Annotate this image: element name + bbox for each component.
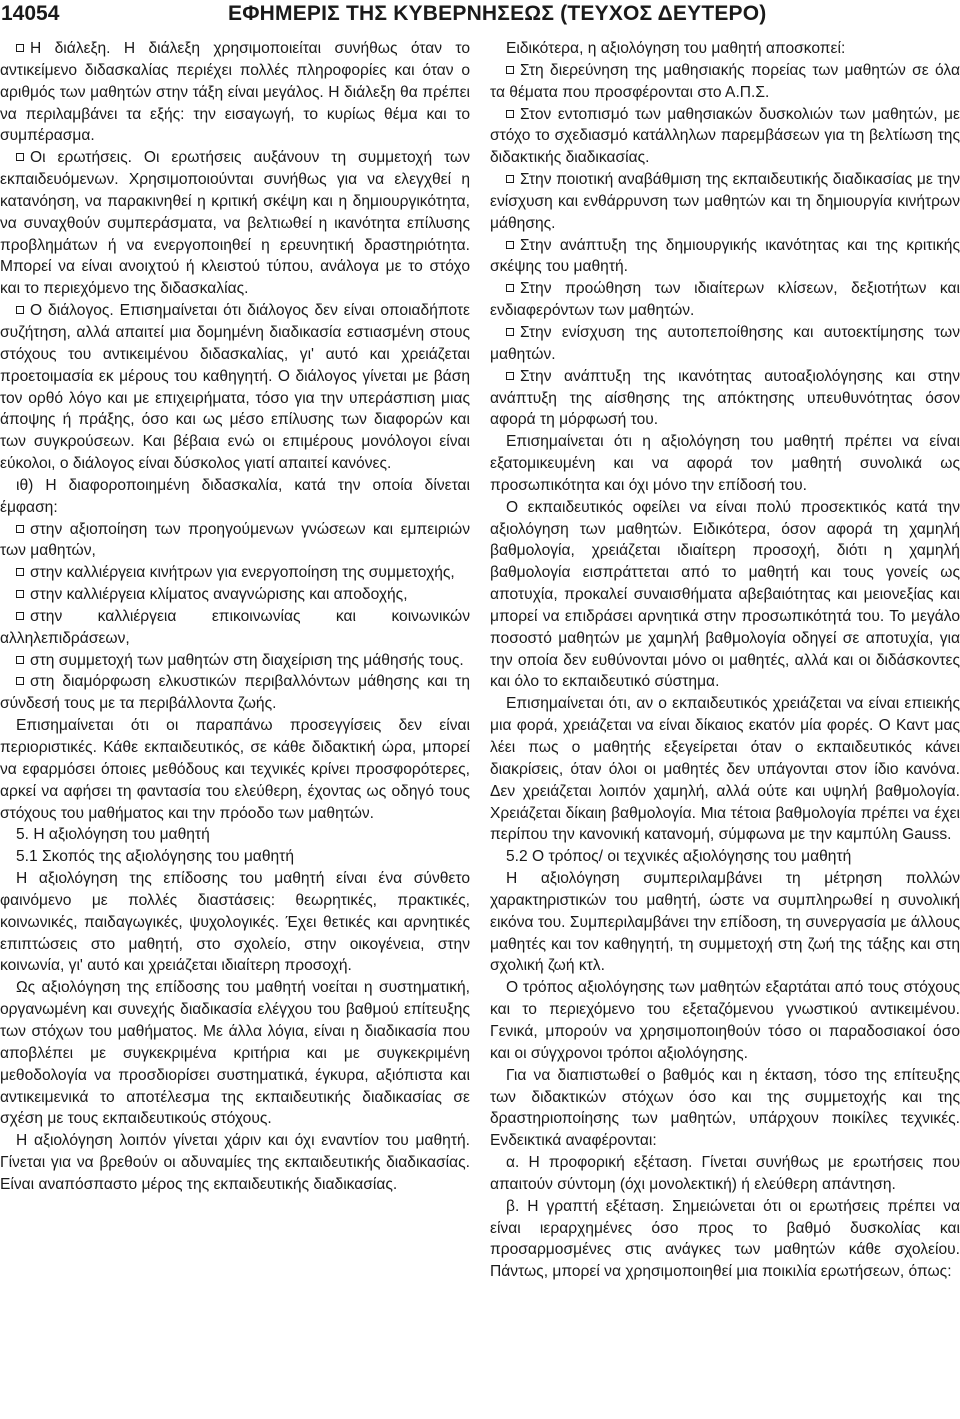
checkbox-bullet-icon — [16, 656, 24, 664]
checkbox-bullet-icon — [506, 175, 514, 183]
subsection-heading: 5.2 Ο τρόπος/ οι τεχνικές αξιολόγησης του μαθητή — [506, 848, 852, 866]
list-item — [490, 322, 960, 366]
list-item-text: στην καλλιέργεια επικοινωνίας και κοινωνικών αλληλεπιδράσεων, — [0, 607, 470, 647]
checkbox-bullet-icon — [506, 284, 514, 292]
list-item — [490, 235, 960, 279]
list-item-text: στη συμμετοχή των μαθητών στη διαχείριση της μάθησής τους. — [30, 651, 464, 669]
checkbox-bullet-icon — [16, 677, 24, 685]
bullet-paragraph — [0, 300, 470, 475]
paragraph: Ως αξιολόγηση της επίδοσης του μαθητή νοείται η συστηματική, οργανωμένη και συνεχής διαδικασία ελέγχου του βαθμού επίτευξης των στόχων του μαθήματος. Με άλλα λόγια, είναι η διαδικασία που αποβλέπει με συγκεκριμένα κριτήρια και με συγκεκριμένη μεθοδολογία να προσδιορίσει συστηματικά, έγκυρα, αξιόπιστα και αντικειμενικά το αποτέλεσμα της εκπαιδευτικής διαδικασίας σε σχέση με τους εκπαιδευτικούς στόχους. — [0, 979, 470, 1128]
list-item-text: Στην ποιοτική αναβάθμιση της εκπαιδευτικής διαδικασίας με την ενίσχυση και ενθάρρυνση των μαθητών και τη δημιουργία κινήτρων μάθησης. — [490, 171, 960, 232]
paragraph: Η αξιολόγηση συμπεριλαμβάνει τη μέτρηση πολλών χαρακτηριστικών του μαθητή, ώστε να συμπληρωθεί η συνολική εικόνα του. Συμπεριλαμβάνει την επίδοση, τη συνεργασία με άλλους μαθητές και τον καθηγητή, τη συμμετοχή στη ζωή της τάξης και στη σχολική ζωή κτλ. — [490, 870, 960, 975]
list-item-text: Στην ανάπτυξη της δημιουργικής ικανότητας και της κριτικής σκέψης του μαθητή. — [490, 236, 960, 276]
list-item — [0, 519, 470, 563]
checkbox-bullet-icon — [506, 241, 514, 249]
right-column — [490, 38, 960, 1283]
list-item — [490, 278, 960, 322]
paragraph: Ειδικότερα, η αξιολόγηση του μαθητή αποσκοπεί: — [506, 40, 846, 57]
checkbox-bullet-icon — [506, 110, 514, 118]
list-item-text: στην καλλιέργεια κινήτρων για ενεργοποίηση της συμμετοχής, — [30, 564, 455, 582]
list-item-text: Στον εντοπισμό των μαθησιακών δυσκολιών των μαθητών, με στόχο το σχεδιασμό κατάλληλων παρεμβάσεων για τη βελτίωση της διδακτικής διαδικασίας. — [490, 105, 960, 167]
section-heading: 5. Η αξιολόγηση του μαθητή — [16, 826, 210, 844]
list-item — [0, 671, 470, 715]
paragraph: Επισημαίνεται ότι η αξιολόγηση του μαθητή πρέπει να είναι εξατομικευμένη και να αφορά τον μαθητή συνολικά ως προσωπικότητα και όχι μόνο την επίδοσή του. — [490, 433, 960, 494]
list-item — [0, 650, 470, 672]
list-item — [0, 584, 470, 606]
list-item-text: στην καλλιέργεια κλίματος αναγνώρισης και αποδοχής, — [30, 586, 408, 604]
checkbox-bullet-icon — [16, 590, 24, 598]
paragraph: ιθ) Η διαφοροποιημένη διδασκαλία, κατά την οποία δίνεται έμφαση: — [0, 476, 470, 516]
paragraph: Επισημαίνεται ότι, αν ο εκπαιδευτικός χρειάζεται να είναι επιεικής μια φορά, χρειάζεται να είναι δίκαιος εκατόν μία φορές. Ο Καντ μας λέει πως ο μαθητής εξεγείρεται όταν ο εκπαιδευτικός κάνει διακρίσεις, όταν όλοι οι μαθητές δεν υπάγονται στον ίδιο κανόνα. Δεν χρειάζεται λοιπόν χαμηλή, αλλά ούτε και υψηλή βαθμολογία. Χρειάζεται δίκαιη βαθμολογία. Μια τέτοια βαθμολογία πρέπει να έχει περίπου την κανονική κατανομή, σύμφωνα με την καμπύλη Gauss. — [490, 695, 960, 844]
checkbox-bullet-icon — [506, 328, 514, 336]
paragraph: Ο τρόπος αξιολόγησης των μαθητών εξαρτάται από τους στόχους και το περιεχόμενο του εξεταζόμενου γνωστικού αντικειμένου. Γενικά, μπορούν να χρησιμοποιηθούν τόσο οι παραδοσιακοί όσο και οι σύγχρονοι τρόποι αξιολόγησης. — [490, 979, 960, 1062]
checkbox-bullet-icon — [506, 372, 514, 380]
list-item-text: Στη διερεύνηση της μαθησιακής πορείας των μαθητών σε όλα τα θέματα που προσφέρονται στο Α.Π.Σ. — [490, 61, 960, 101]
list-item — [0, 606, 470, 650]
paragraph-text: Η διάλεξη. Η διάλεξη χρησιμοποιείται συνήθως όταν το αντικείμενο διδασκαλίας περιέχει πολλές πληροφορίες και όταν ο αριθμός των μαθητών στην τάξη είναι μεγάλος. Η διάλεξη θα πρέπει να περιλαμβάνει τα εξής: την εισαγωγή, το κυρίως θέμα και το συμπέρασμα. — [0, 40, 470, 145]
list-item — [490, 366, 960, 432]
paragraph-text: Ο διάλογος. Επισημαίνεται ότι διάλογος δεν είναι οποιαδήποτε συζήτηση, αλλά απαιτεί μια δομημένη διαδικασία εστιασμένη στους στόχους του αντικειμένου διδασκαλίας, γι' αυτό και χρειάζεται προετοιμασία εκ μέρους του καθηγητή. Ο διάλογος γίνεται με βάση τον ορθό λόγο και με επιχειρήματα, τόσο για την υπεράσπιση μιας άποψης ή πράξης, όσο και ως μέσο επίλυσης των διαφορών και των συγκρούσεων. Και βέβαια ενώ οι επιμέρους μονόλογοι είναι εύκολοι, ο διάλογος είναι δύσκολος γιατί απαιτεί κανόνες. — [0, 302, 470, 473]
list-item-text: Στην προώθηση των ιδιαίτερων κλίσεων, δεξιοτήτων και ενδιαφερόντων των μαθητών. — [490, 280, 960, 320]
paragraph: α. Η προφορική εξέταση. Γίνεται συνήθως με ερωτήσεις που απαιτούν σύντομη (όχι μονολεκτική) ή ελεύθερη απάντηση. — [490, 1154, 960, 1193]
paragraph-text: Οι ερωτήσεις. Οι ερωτήσεις αυξάνουν τη συμμετοχή των εκπαιδευόμενων. Χρησιμοποιούνται συνήθως για να ελεγχθεί η κατανόηση, να παρακινηθεί η κριτική σκέψη και η δημιουργικότητα, να συναχθούν συμπεράσματα, να βελτιωθεί η ικανότητα επίλυσης προβλημάτων ή να ενεργοποιηθεί η ερευνητική δραστηριότητα. Μπορεί να είναι ανοιχτού ή κλειστού τύπου, ανάλογα με το στόχο και το περιεχόμενο της διδασκαλίας. — [0, 149, 470, 298]
checkbox-bullet-icon — [16, 568, 24, 576]
checkbox-bullet-icon — [16, 612, 24, 620]
paragraph: Για να διαπιστωθεί ο βαθμός και η έκταση, τόσο της επίτευξης των διδακτικών στόχων όσο και της συμμετοχής και της δραστηριοποίησης των μαθητών, υπάρχουν ποικίλες τεχνικές. Ενδεικτικά αναφέρονται: — [490, 1066, 960, 1150]
gazette-title: ΕΦΗΜΕΡΙΣ ΤΗΣ ΚΥΒΕΡΝΗΣΕΩΣ (ΤΕΥΧΟΣ ΔΕΥΤΕΡΟ) — [228, 2, 767, 25]
list-item — [0, 562, 470, 584]
paragraph: β. Η γραπτή εξέταση. Σημειώνεται ότι οι ερωτήσεις πρέπει να είναι ιεραρχημένες όσο προς το βαθμό δυσκολίας και προσαρμοσμένες στις ανάγκες των μαθητών κάθε σχολείου. Πάντως, μπορεί να χρησιμοποιηθεί μια ποικιλία ερωτήσεων, όπως: — [490, 1197, 960, 1281]
page-header — [0, 0, 960, 30]
paragraph: Ο εκπαιδευτικός οφείλει να είναι πολύ προσεκτικός κατά την αξιολόγηση των μαθητών. Ειδικότερα, όσον αφορά τη χαμηλή βαθμολογία, χρειάζεται ιδιαίτερη προσοχή, διότι η χαμηλή βαθμολογία εισπράττεται από το μαθητή και τους γονείς ως αποτυχία, προκαλεί συναισθήματα αβεβαιότητας και μειονεξίας και μπορεί να επιδράσει αρνητικά στην προσωπικότητά του. Το μεγάλο ποσοστό μαθητών με χαμηλή βαθμολογία οδηγεί σε αποτυχία, για την οποία δεν ευθύνονται μόνο οι μαθητές, αλλά και οι διδάσκοντες και όλο το εκπαιδευτικό σύστημα. — [490, 498, 960, 691]
checkbox-bullet-icon — [506, 66, 514, 74]
list-item-text: στη διαμόρφωση ελκυστικών περιβαλλόντων μάθησης και τη σύνδεσή τους με τα περιβάλλοντα ζωής. — [0, 673, 470, 713]
checkbox-bullet-icon — [16, 44, 24, 52]
list-item — [490, 104, 960, 170]
checkbox-bullet-icon — [16, 306, 24, 314]
paragraph: Η αξιολόγηση λοιπόν γίνεται χάριν και όχι εναντίον του μαθητή. Γίνεται για να βρεθούν οι αδυναμίες της εκπαιδευτικής διαδικασίας. Είναι αναπόσπαστο μέρος της εκπαιδευτικής διαδικασίας. — [0, 1132, 470, 1193]
paragraph: Η αξιολόγηση της επίδοσης του μαθητή είναι ένα σύνθετο φαινόμενο με πολλές διαστάσεις: θεωρητικές, πρακτικές, κοινωνικές, παιδαγωγικές, ψυχολογικές. Έχει θετικές και αρνητικές επιπτώσεις στο μαθητή, στο σχολείο, στην οικογένεια, στην κοινωνία, γι' αυτό και χρειάζεται ιδιαίτερη προσοχή. — [0, 870, 470, 975]
checkbox-bullet-icon — [16, 525, 24, 533]
checkbox-bullet-icon — [16, 153, 24, 161]
paragraph: Επισημαίνεται ότι οι παραπάνω προσεγγίσεις δεν είναι περιοριστικές. Κάθε εκπαιδευτικός, σε κάθε διδακτική ώρα, μπορεί να εφαρμόσει όποιες μεθόδους και τεχνικές κρίνει προσφορότερες, αρκεί να αφήσει τη φαντασία του ελεύθερη, έχοντας ως οδηγό τους στόχους του μαθήματος και την πρόοδο των μαθητών. — [0, 717, 470, 822]
bullet-paragraph — [0, 38, 470, 147]
list-item-text: Στην ενίσχυση της αυτοπεποίθησης και αυτοεκτίμησης των μαθητών. — [490, 323, 960, 363]
bullet-paragraph — [0, 147, 470, 300]
subsection-heading: 5.1 Σκοπός της αξιολόγησης του μαθητή — [16, 848, 294, 866]
list-item-text: στην αξιοποίηση των προηγούμενων γνώσεων και εμπειριών των μαθητών, — [0, 520, 470, 560]
list-item-text: Στην ανάπτυξη της ικανότητας αυτοαξιολόγησης και στην ανάπτυξη της αίσθησης της απόκτησης υπευθυνότητας όσον αφορά τη μόρφωσή του. — [490, 367, 960, 429]
page-number: 14054 — [1, 2, 60, 25]
list-item — [490, 60, 960, 104]
list-item — [490, 169, 960, 235]
left-column — [0, 38, 470, 1196]
